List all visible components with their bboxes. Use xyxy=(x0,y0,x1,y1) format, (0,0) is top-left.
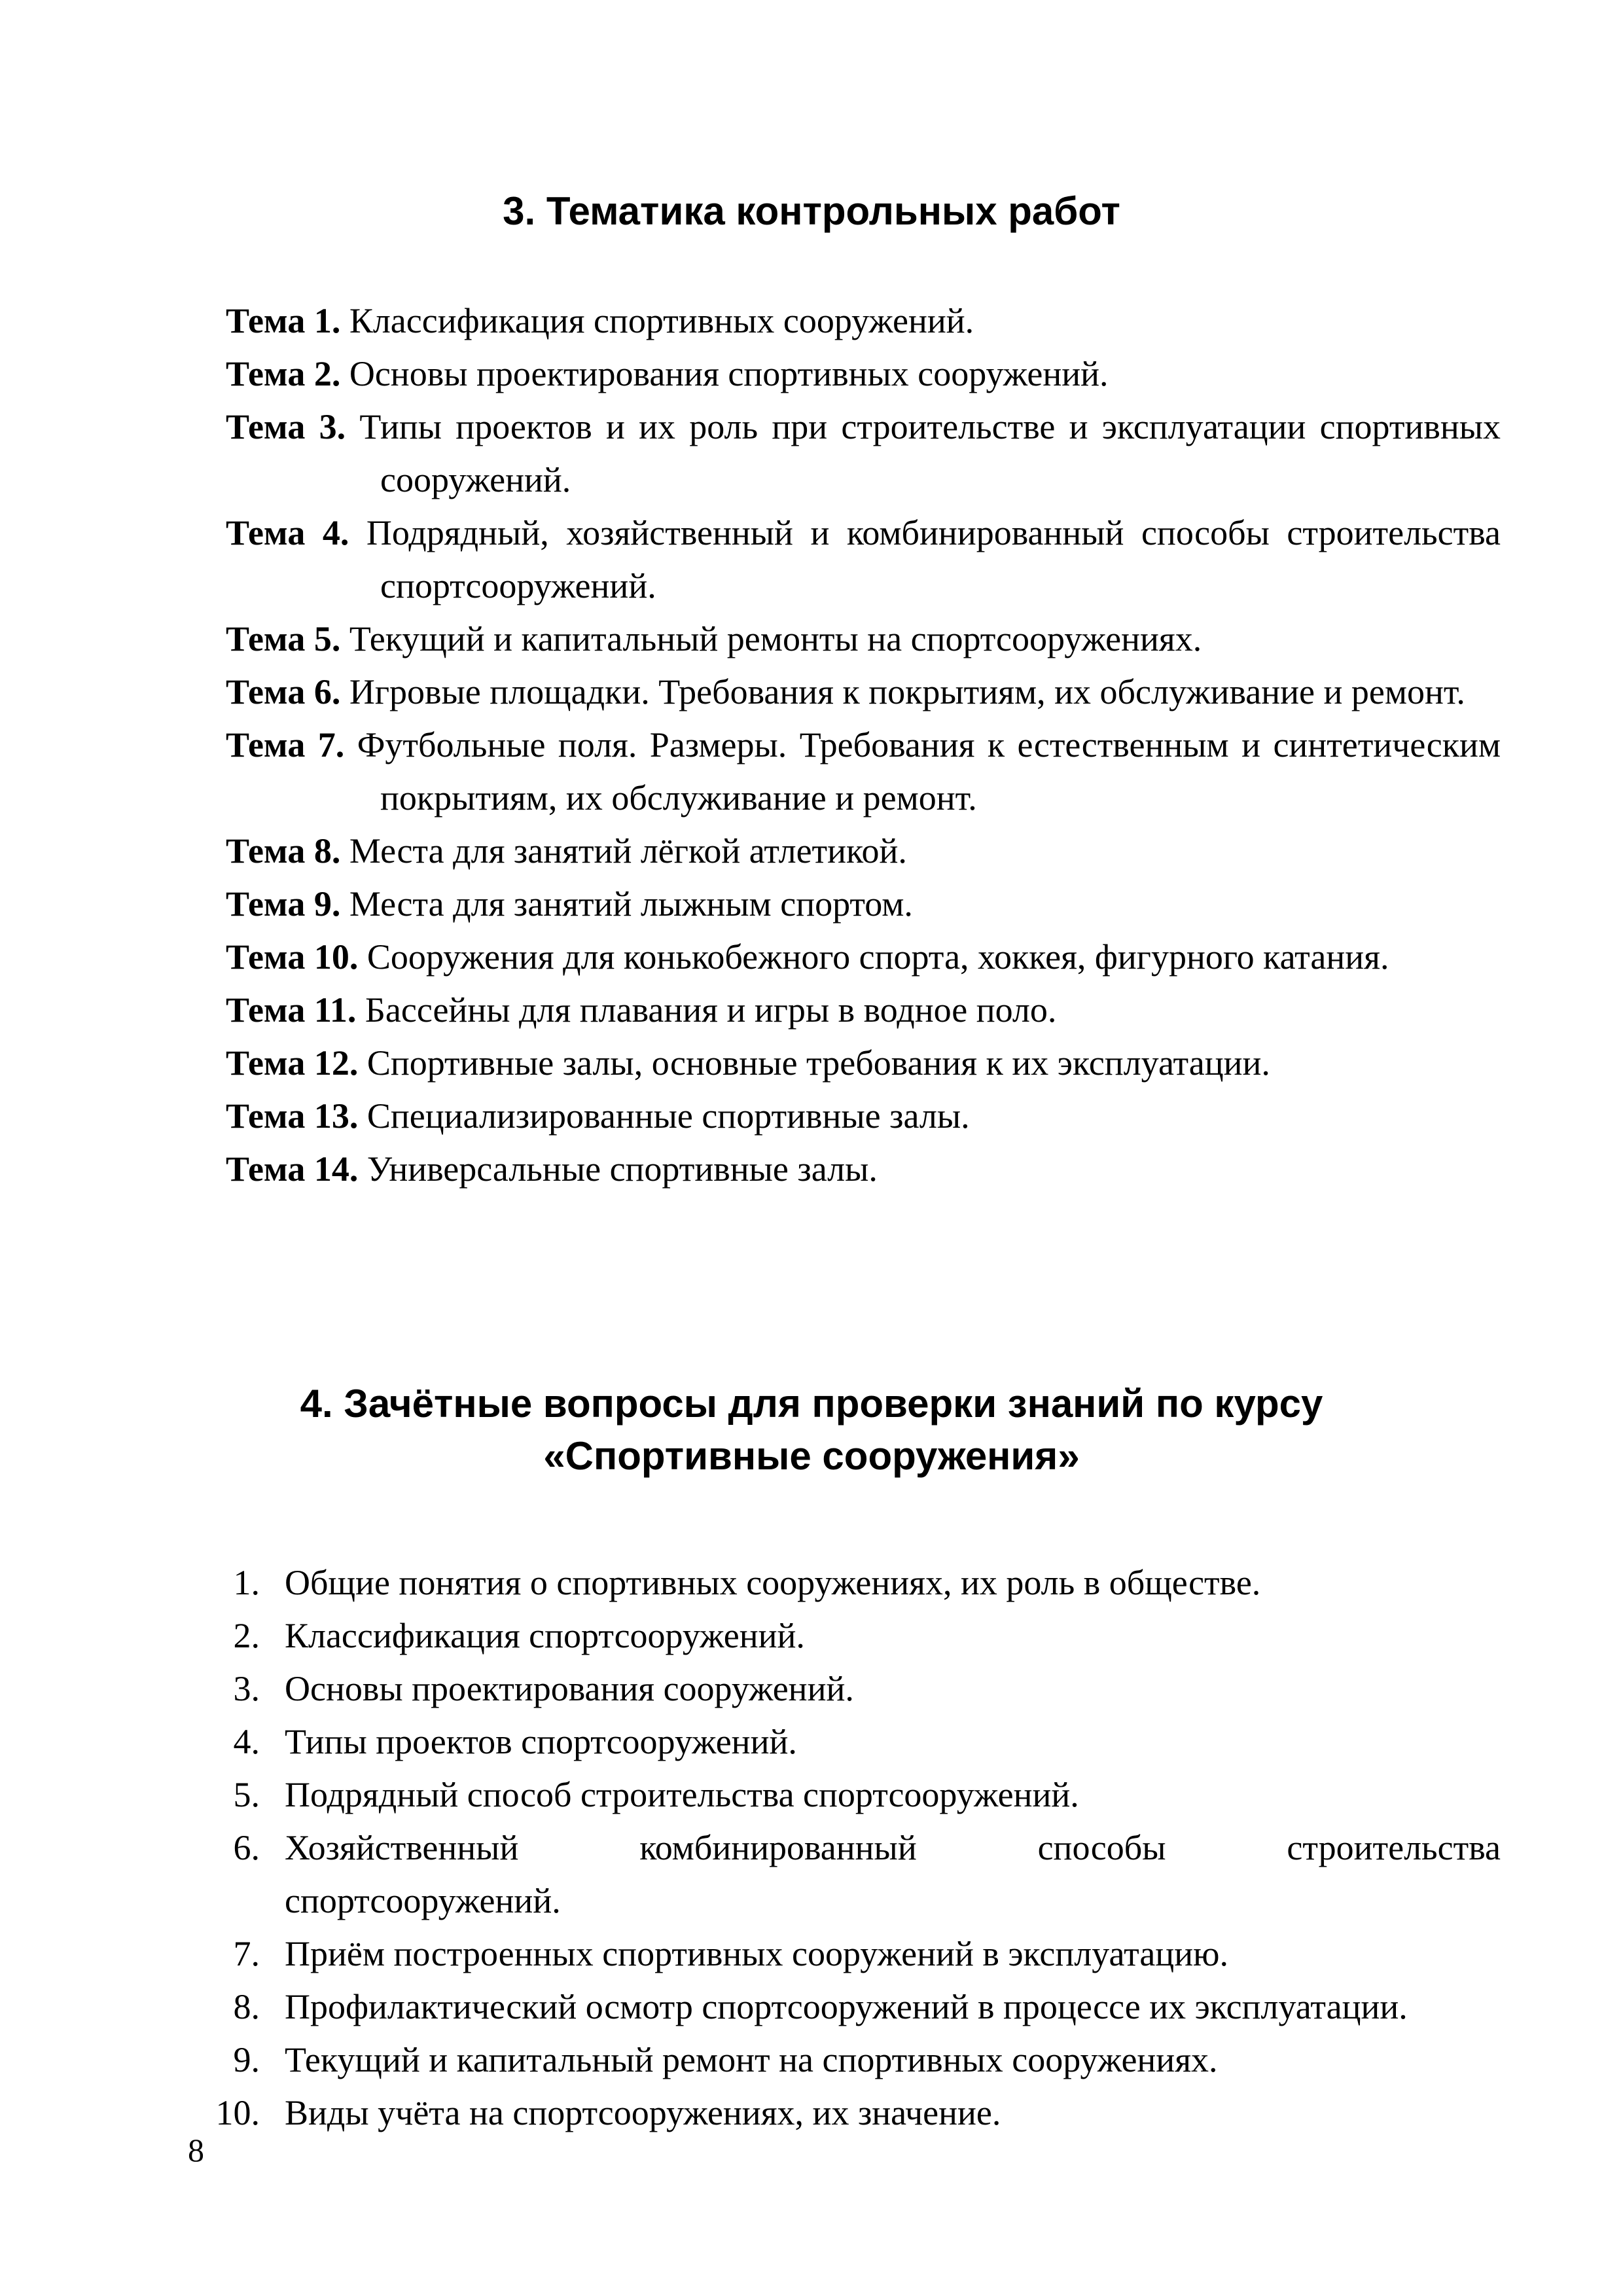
question-word: Хозяйственный xyxy=(285,1828,519,1867)
list-item xyxy=(226,1037,1501,1090)
question-number: 7. xyxy=(233,1934,260,1973)
list-item xyxy=(226,507,1501,613)
question-text: Виды учёта на спортсооружениях, их значение. xyxy=(285,2093,1001,2132)
topic-text: Универсальные спортивные залы. xyxy=(366,1149,878,1189)
list-item xyxy=(200,1556,1501,1609)
question-text: Общие понятия о спортивных сооружениях, их роль в обществе. xyxy=(285,1563,1261,1602)
list-item xyxy=(226,666,1501,719)
topic-text: Основы проектирования спортивных сооружений. xyxy=(349,354,1109,393)
topic-label: Тема 1. xyxy=(226,301,341,340)
question-text-line2: спортсооружений. xyxy=(285,1881,561,1920)
question-number: 8. xyxy=(233,1987,260,2026)
question-text: Подрядный способ строительства спортсооружений. xyxy=(285,1775,1079,1814)
question-text: Профилактический осмотр спортсооружений в процессе их эксплуатации. xyxy=(285,1987,1408,2026)
topic-label: Тема 9. xyxy=(226,884,341,924)
topics-list xyxy=(226,295,1501,1196)
list-item xyxy=(226,295,1501,348)
topic-label: Тема 4. xyxy=(226,513,349,552)
topic-text: Места для занятий лыжным спортом. xyxy=(349,884,913,924)
list-item xyxy=(226,984,1501,1037)
list-item xyxy=(200,1715,1501,1768)
section-4-title xyxy=(0,1378,1623,1482)
question-number: 10. xyxy=(215,2093,260,2132)
question-text: Типы проектов спортсооружений. xyxy=(285,1722,797,1761)
topic-label: Тема 13. xyxy=(226,1096,359,1136)
topic-label: Тема 7. xyxy=(226,725,345,764)
topic-text: Футбольные поля. Размеры. Требования к естественным и синтетическим покрытиям, их обслуживание и ремонт. xyxy=(357,725,1501,817)
question-number: 2. xyxy=(233,1616,260,1655)
question-number: 1. xyxy=(233,1563,260,1602)
question-text: Текущий и капитальный ремонт на спортивных сооружениях. xyxy=(285,2040,1218,2079)
question-text: Основы проектирования сооружений. xyxy=(285,1669,854,1708)
topic-label: Тема 10. xyxy=(226,937,359,977)
topic-text: Типы проектов и их роль при строительстве и эксплуатации спортивных сооружений. xyxy=(359,407,1501,499)
section-4-title-line2: «Спортивные сооружения» xyxy=(543,1434,1080,1478)
list-item xyxy=(200,1662,1501,1715)
list-item xyxy=(226,931,1501,984)
topic-text: Специализированные спортивные залы. xyxy=(366,1096,970,1136)
question-text: Приём построенных спортивных сооружений в эксплуатацию. xyxy=(285,1934,1228,1973)
topic-text: Игровые площадки. Требования к покрытиям, их обслуживание и ремонт. xyxy=(349,672,1465,711)
questions-list xyxy=(200,1556,1501,2140)
topic-label: Тема 5. xyxy=(226,619,341,658)
topic-label: Тема 8. xyxy=(226,831,341,870)
list-item xyxy=(226,719,1501,825)
section-3-title: 3. Тематика контрольных работ xyxy=(503,189,1120,233)
topic-label: Тема 3. xyxy=(226,407,346,446)
topic-text: Текущий и капитальный ремонты на спортсооружениях. xyxy=(349,619,1202,658)
topic-label: Тема 12. xyxy=(226,1043,359,1083)
topic-text: Бассейны для плавания и игры в водное поло. xyxy=(365,990,1057,1030)
topic-label: Тема 6. xyxy=(226,672,341,711)
question-text: Классификация спортсооружений. xyxy=(285,1616,805,1655)
list-item xyxy=(200,1609,1501,1662)
page-number: 8 xyxy=(188,2132,204,2168)
question-number: 5. xyxy=(233,1775,260,1814)
topic-text: Спортивные залы, основные требования к их эксплуатации. xyxy=(366,1043,1270,1083)
topic-label: Тема 11. xyxy=(226,990,357,1030)
list-item xyxy=(226,878,1501,931)
question-number: 3. xyxy=(233,1669,260,1708)
question-word: строительства xyxy=(1287,1828,1501,1867)
section-4-title-line1: 4. Зачётные вопросы для проверки знаний по курсу xyxy=(300,1382,1323,1426)
question-word: комбинированный xyxy=(639,1828,917,1867)
question-word: способы xyxy=(1037,1828,1166,1867)
list-item xyxy=(226,825,1501,878)
question-text xyxy=(285,1821,1501,1928)
list-item xyxy=(200,1928,1501,1981)
list-item xyxy=(200,1821,1501,1928)
question-number: 9. xyxy=(233,2040,260,2079)
question-number: 6. xyxy=(233,1828,260,1867)
topic-text: Места для занятий лёгкой атлетикой. xyxy=(349,831,907,870)
list-item xyxy=(226,1090,1501,1143)
list-item xyxy=(200,1981,1501,2034)
list-item xyxy=(200,2087,1501,2140)
topic-label: Тема 2. xyxy=(226,354,341,393)
list-item xyxy=(200,2034,1501,2087)
list-item xyxy=(226,401,1501,507)
topic-text: Сооружения для конькобежного спорта, хоккея, фигурного катания. xyxy=(366,937,1389,977)
topic-text: Классификация спортивных сооружений. xyxy=(349,301,974,340)
question-number: 4. xyxy=(233,1722,260,1761)
topic-label: Тема 14. xyxy=(226,1149,359,1189)
list-item xyxy=(226,613,1501,666)
topic-text: Подрядный, хозяйственный и комбинированный способы строительства спортсооружений. xyxy=(366,513,1501,605)
list-item xyxy=(226,348,1501,401)
list-item xyxy=(226,1143,1501,1196)
list-item xyxy=(200,1768,1501,1821)
